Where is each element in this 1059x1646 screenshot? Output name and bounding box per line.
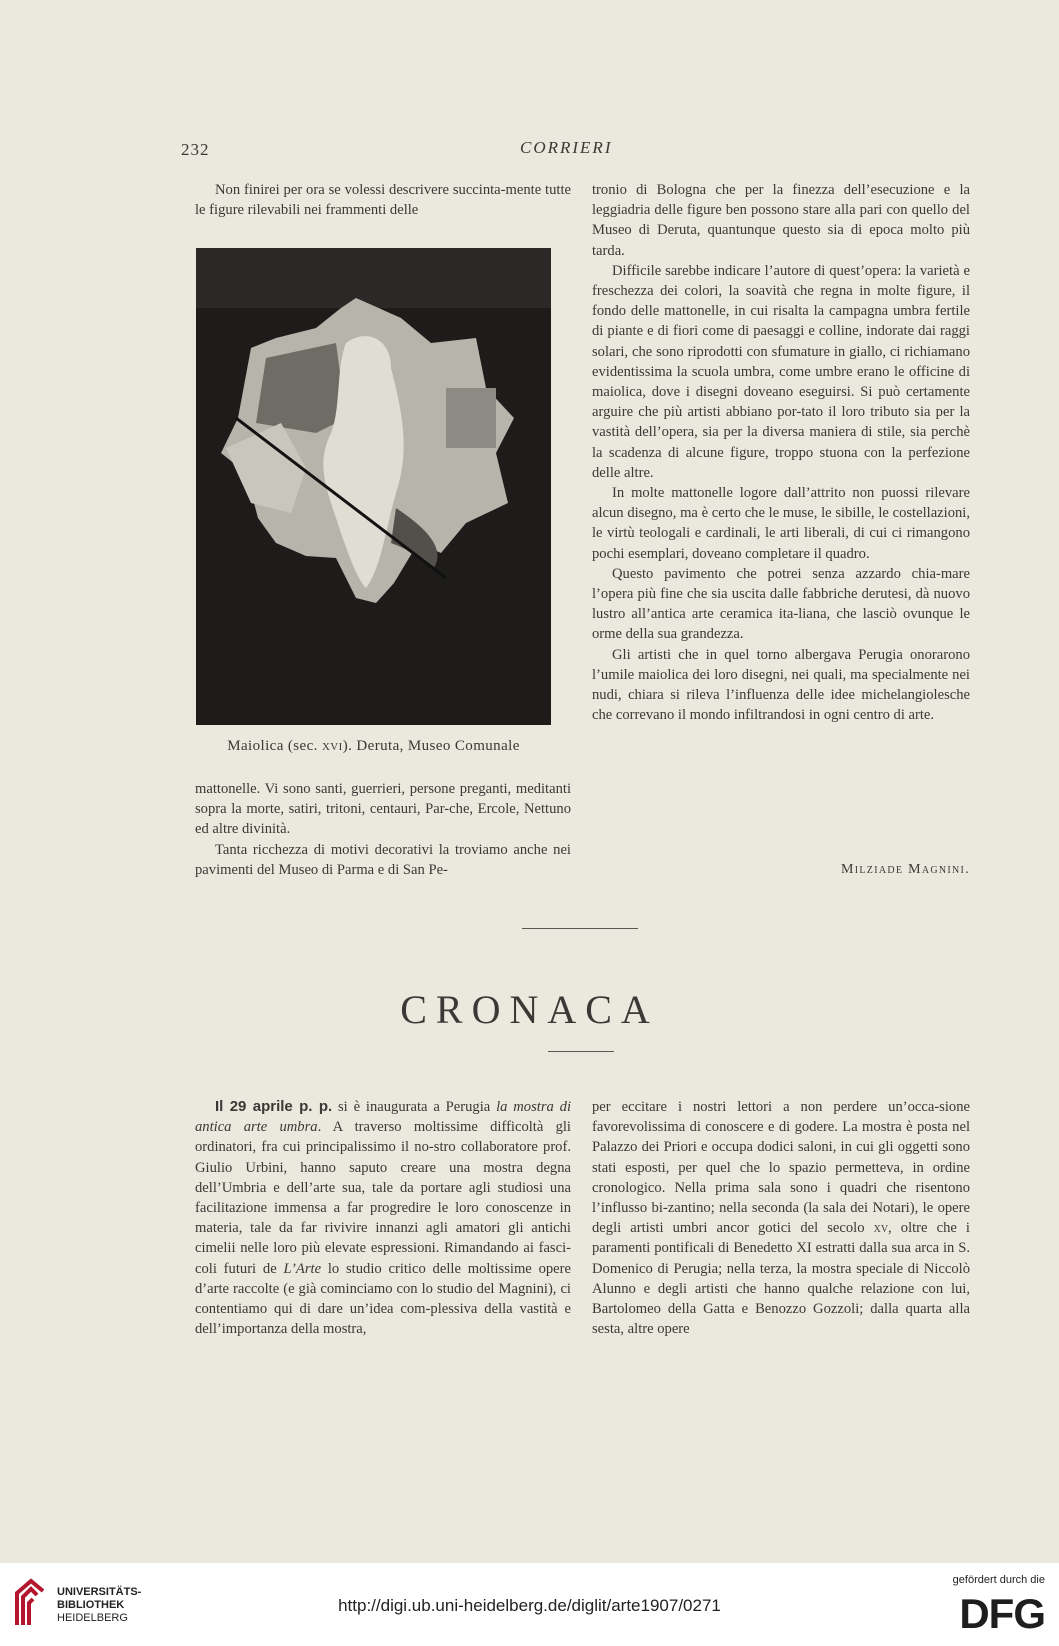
running-title: CORRIERI	[520, 138, 613, 157]
funding-label: gefördert durch die	[952, 1574, 1045, 1586]
century-run: xv	[873, 1220, 889, 1237]
maiolica-tile-photo	[196, 248, 551, 725]
paragraph: Gli artisti che in quel torno albergava Perugia onorarono l’umile maiolica dei loro disegni, nei quali, ma specialmente nei nudi, chiara si rileva l’influenza delle idee michelangiolesche che correvano il mondo infiltrandosi in ogni centro di arte.	[592, 646, 970, 724]
section-title: CRONACA	[400, 987, 659, 1032]
italic-run: L’Arte	[283, 1260, 322, 1277]
caption-end: ). Deruta, Museo Comunale	[342, 738, 520, 754]
page-number: 232	[181, 140, 210, 159]
source-url-link[interactable]: http://digi.ub.uni-heidelberg.de/diglit/arte1907/0271	[338, 1596, 721, 1615]
maiolica-tile-image	[196, 248, 551, 725]
paragraph	[592, 1097, 970, 1339]
paragraph: mattonelle. Vi sono santi, guerrieri, persone preganti, meditanti sopra la morte, satiri, tritoni, centauri, Par-che, Ercole, Nettuno ed altre divinità.	[195, 781, 571, 838]
paragraph: Questo pavimento che potrei senza azzardo chia-mare l’opera più fine che sia uscita dalle fabbriche derutesi, dà nuovo lustro all’antica arte ceramica ita-liana, che lasciò ovunque le orme della sua grandezza.	[592, 565, 970, 643]
library-line: BIBLIOTHEK	[57, 1599, 125, 1611]
author-signature: Milziade Magnini.	[841, 862, 970, 877]
text-run: lo studio critico delle moltissime opere d’arte raccolte (e già cominciamo con lo studio del Magnini), ci contentiamo qui di dare un’idea com-plessiva della vastità e dell’importanza della mostra,	[195, 1260, 571, 1338]
paragraph	[195, 1097, 571, 1339]
right-column-top	[592, 180, 970, 725]
text-run: per eccitare i nostri lettori a non perdere un’occa-sione favorevolissima di conoscere e di godere. La mostra è posta nel Palazzo dei Priori e occupa dodici saloni, in cui gli oggetti sono stati esposti, per quel che lo spazio permetteva, in ordine cronologico. Nella prima sala sono i quadri che risentono l’influsso bi-zantino; nella seconda (la sala dei Notari), le opere degli artisti umbri ancor gotici del secolo	[592, 1099, 970, 1237]
text-run: , oltre che i paramenti pontificali di Benedetto XI estratti dalla sua arca in S. Domenico di Perugia; nella terza, la mostra speciale di Niccolò Alunno e degli artisti che hanno qualche relazione con lui, Bartolomeo della Gatta e Benozzo Gozzoli; dalla quarta alla sesta, altre opere	[592, 1220, 970, 1338]
figure-caption	[196, 738, 551, 755]
text-run: si è inaugurata a Perugia	[332, 1099, 497, 1115]
library-line: HEIDELBERG	[57, 1612, 128, 1624]
paragraph: Difficile sarebbe indicare l’autore di quest’opera: la varietà e freschezza dei colori, la soavità che regna in molte figure, il fondo delle mattonelle, in cui risalta la campagna umbra fertile di piante e di fiori come di paesaggi e colline, indorate dai raggi solari, che sono riprodotti con sfumature in giallo, ci richiamano evidentissima la scuola umbra, come umbre erano le officine di maiolica, dove i disegni doveano eseguirsi. Si può certamente arguire che più artisti abbiano por-tato il loro tributo sia per la vastità dell’opera, sia per la diversa maniera di stile, sia perchè la scadenza di alcune figure, troppo stuona con la perfezione delle altre.	[592, 262, 970, 481]
italic-run: la mostra di antica arte umbra	[195, 1099, 572, 1136]
paragraph: In molte mattonelle logore dall’attrito non puossi rilevare alcun disegno, ma è certo che le muse, le sibille, le costellazioni, le virtù teologali e cardinali, le arti liberali, di cui ci rimangono pochi esemplari, doveano completare il quadro.	[592, 485, 970, 562]
cronaca-left-column	[195, 1097, 571, 1339]
left-column-bottom	[195, 779, 571, 880]
caption-century: xvi	[321, 738, 343, 754]
lead-date: Il 29 aprile p. p.	[215, 1098, 333, 1115]
dfg-logo: DFG	[959, 1590, 1045, 1637]
caption-start: Maiolica (sec.	[227, 738, 322, 754]
section-divider-bottom	[548, 1051, 614, 1052]
cronaca-right-column	[592, 1097, 970, 1339]
section-divider-top	[522, 928, 638, 929]
left-column-top	[195, 180, 571, 220]
text-run: . A traverso moltissime difficoltà gli ordinatori, fra cui principalissimo il no-stro collaboratore prof. Giulio Urbini, hanno saputo creare una mostra degna dell’Umbria e dell’arte sua, tale da portare agli studiosi una facilitazione immensa a far progredire le loro conoscenze in materia, tale da far rivivire innanzi agli amatori gli antichi cimelii nelle loro più elevate espressioni. Rimandando ai fasci-coli futuri de	[195, 1119, 571, 1277]
library-line: UNIVERSITÄTS-	[57, 1586, 142, 1598]
paragraph: tronio di Bologna che per la finezza dell’esecuzione e la leggiadria delle figure ben possono stare alla pari con quello del Museo di Deruta, quantunque questo sia di epoca molto più tarda.	[592, 182, 970, 259]
paragraph: Non finirei per ora se volessi descrivere succinta-mente tutte le figure rilevabili nei frammenti delle	[195, 182, 571, 219]
paragraph: Tanta ricchezza di motivi decorativi la troviamo anche nei pavimenti del Museo di Parma e di San Pe-	[195, 841, 571, 878]
